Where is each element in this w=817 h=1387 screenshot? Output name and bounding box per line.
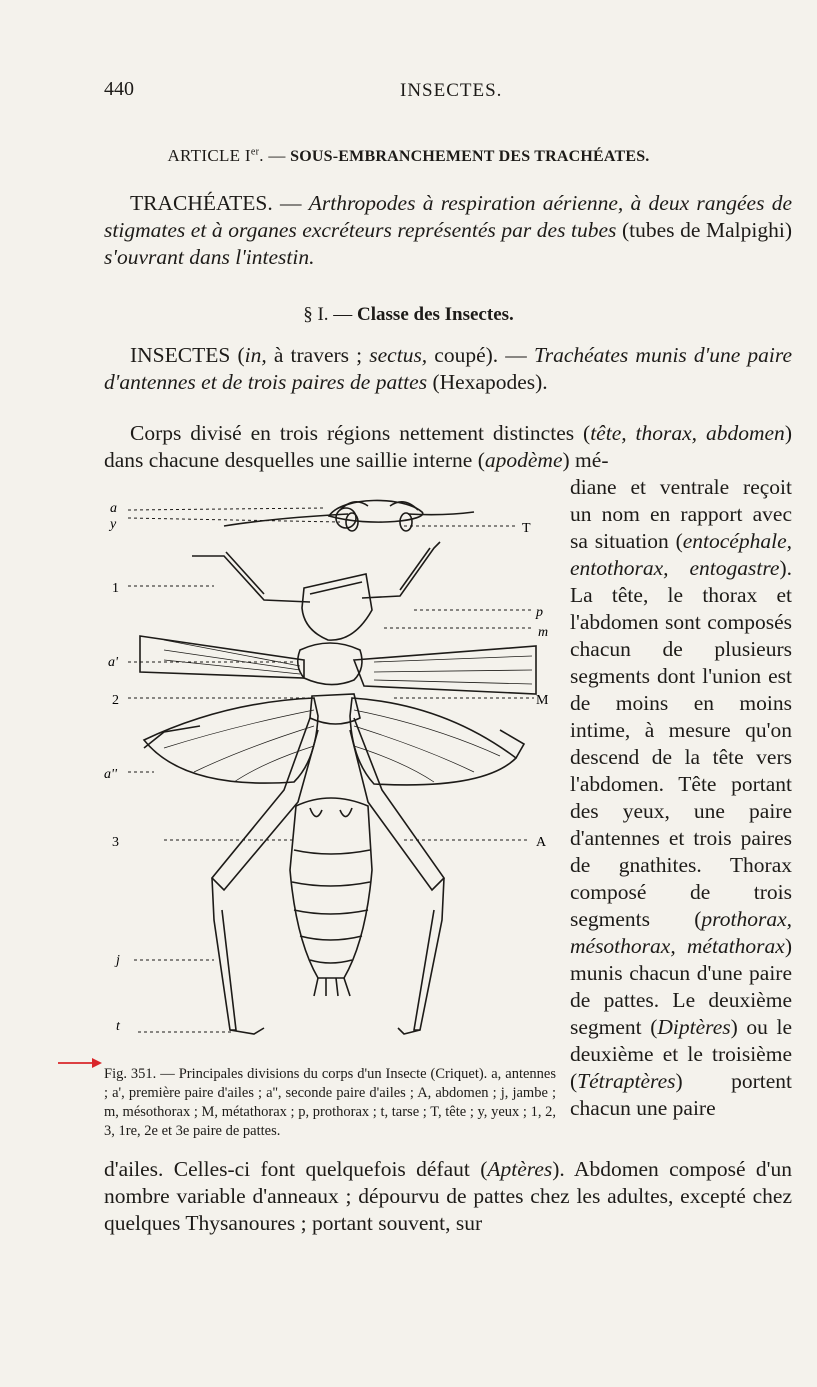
section-title: Classe des Insectes. <box>357 304 514 325</box>
label-t: t <box>116 1019 120 1034</box>
figure-caption: Fig. 351. — Principales divisions du corps d'un Insecte (Criquet). a, antennes ; a', première paire d'ailes ; a'', seconde paire d'ailes ; A, abdomen ; j, jambe ; m, mésothorax ; M, métathorax ; p, prothorax ; t, tarse ; T, tête ; y, yeux ; 1, 2, 3, 1re, 2e et 3e paire de pattes. <box>104 1065 556 1139</box>
insectes-definition <box>104 342 792 396</box>
label-j: j <box>116 953 120 968</box>
text-italic: Aptères <box>487 1157 553 1181</box>
article-sup: er <box>250 146 260 158</box>
article-dash: . — <box>259 146 291 165</box>
text: ) dans chacune desquelles une saillie interne ( <box>104 421 792 472</box>
text: Corps divisé en trois régions nettement distinctes ( <box>130 421 591 445</box>
text-italic: prothorax, mésothorax, métathorax <box>570 907 792 958</box>
text: ). La tête, le thorax et l'abdomen sont composés chacun de plusieurs segments dont l'union est de moins en moins intime, à mesure qu'on descend de la tête vers l'abdomen. Tête portant des yeux, une paire d'antennes et trois paires de gnathites. Thorax composé de trois segments ( <box>570 556 792 931</box>
text: ) mé- <box>562 448 609 472</box>
definition-roman: (tubes de Malpighi) <box>616 218 793 242</box>
text: ) ou le deuxième et le troisième ( <box>570 1015 792 1093</box>
label-a-prime: a' <box>108 655 118 670</box>
definition-italic: Arthropodes à respiration aérienne, à deux rangées de stigmates et à organes excréteurs représentés par des tubes <box>104 191 792 242</box>
label-3: 3 <box>112 835 119 850</box>
body-paragraph-continued <box>104 1156 792 1237</box>
text: ). Abdomen composé d'un nombre variable d'anneaux ; dépourvu de pattes chez les adultes, excepté chez quelques Thysanoures ; portant souvent, sur <box>104 1157 792 1235</box>
tracheates-definition <box>104 190 792 271</box>
pointer-arrow-icon <box>58 1056 104 1070</box>
etym-close: coupé). — <box>427 343 534 367</box>
text-italic: entocéphale, entothorax, entogastre <box>570 529 792 580</box>
running-title: INSECTES. <box>400 80 503 101</box>
label-M: M <box>536 693 549 708</box>
term-tracheates: TRACHÉATES. <box>130 191 273 215</box>
text-italic: tête, thorax, abdomen <box>590 421 785 445</box>
insectes-roman: (Hexapodes). <box>427 370 548 394</box>
text: d'ailes. Celles-ci font quelquefois défaut ( <box>104 1157 488 1181</box>
article-prefix: ARTICLE I <box>167 146 251 165</box>
section-heading <box>0 304 817 326</box>
section-prefix: § I. — <box>303 304 358 325</box>
insect-figure <box>104 490 566 1050</box>
label-a: a <box>110 501 117 516</box>
definition-italic-end: s'ouvrant dans l'intestin. <box>104 245 315 269</box>
label-T: T <box>522 521 531 536</box>
etym-open: ( <box>230 343 245 367</box>
insectes-italic: Trachéates munis d'une paire d'antennes et de trois paires de pattes <box>104 343 793 394</box>
etym-sectus: sectus, <box>369 343 428 367</box>
etym-in: in, <box>244 343 267 367</box>
page-number: 440 <box>104 78 134 100</box>
body-paragraph-intro <box>104 420 792 474</box>
etym-mid: à travers ; <box>266 343 370 367</box>
label-a-second: a'' <box>104 767 117 782</box>
label-m: m <box>538 625 549 640</box>
text-italic: Tétraptères <box>577 1069 676 1093</box>
term-insectes: INSECTES <box>130 343 231 367</box>
text: ) munis chacun d'une paire de pattes. Le deuxième segment ( <box>570 934 792 1039</box>
dash: — <box>272 191 309 215</box>
label-y: y <box>110 517 117 532</box>
label-1: 1 <box>112 581 119 596</box>
text: diane et ventrale reçoit un nom en rapport avec sa situation ( <box>570 475 792 553</box>
article-title: SOUS-EMBRANCHEMENT DES TRACHÉATES. <box>290 148 650 165</box>
label-A: A <box>536 835 547 850</box>
text: ) portent chacun une paire <box>570 1069 792 1120</box>
body-paragraph-column <box>570 474 792 1122</box>
label-2: 2 <box>112 693 119 708</box>
text-italic: Diptères <box>657 1015 731 1039</box>
label-p: p <box>536 605 543 620</box>
article-heading <box>0 146 817 166</box>
text-italic: apodème <box>484 448 563 472</box>
